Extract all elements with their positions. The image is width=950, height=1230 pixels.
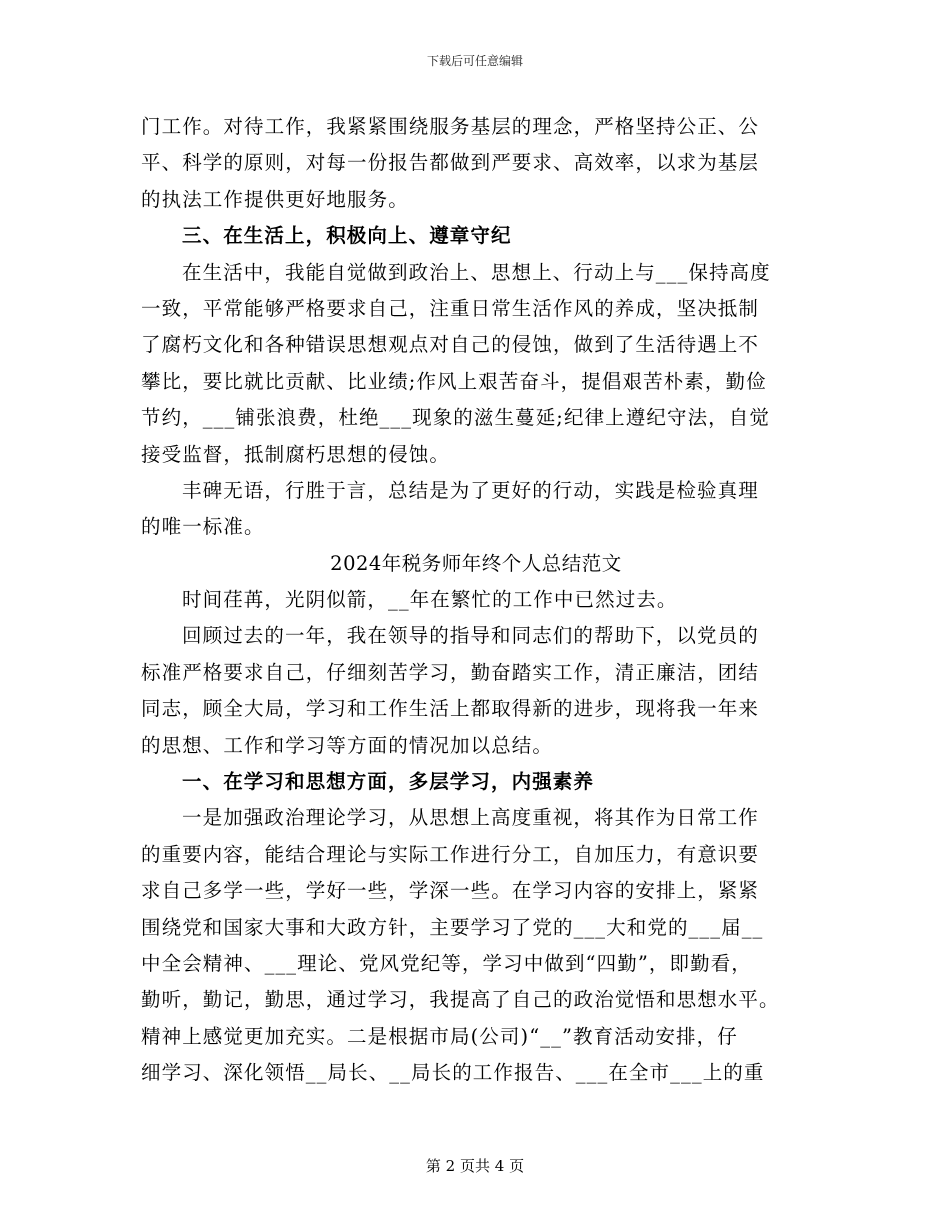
body-line: 门工作。对待工作，我紧紧围绕服务基层的理念，严格坚持公正、公 bbox=[141, 115, 760, 138]
section-heading: 一、在学习和思想方面，多层学习，内强素养 bbox=[182, 770, 595, 794]
body-line: 平、科学的原则，对每一份报告都做到严要求、高效率，以求为基层 bbox=[141, 151, 760, 175]
body-line: 了腐朽文化和各种错误思想观点对自己的侵蚀，做到了生活待遇上不 bbox=[141, 333, 760, 357]
page-footer: 第 2 页共 4 页 bbox=[425, 1157, 525, 1175]
document-body bbox=[141, 109, 811, 1092]
body-line: 时间荏苒，光阴似箭，__年在繁忙的工作中已然过去。 bbox=[182, 588, 678, 612]
document-title: 2024年税务师年终个人总结范文 bbox=[330, 551, 622, 575]
body-line: 的执法工作提供更好地服务。 bbox=[141, 187, 409, 211]
body-line: 在生活中，我能自觉做到政治上、思想上、行动上与___保持高度 bbox=[182, 260, 771, 284]
body-line: 标准严格要求自己，仔细刻苦学习，勤奋踏实工作，清正廉洁，团结 bbox=[141, 660, 760, 684]
body-line: 求自己多学一些，学好一些，学深一些。在学习内容的安排上，紧紧 bbox=[141, 879, 760, 903]
body-line: 丰碑无语，行胜于言，总结是为了更好的行动，实践是检验真理 bbox=[182, 478, 759, 502]
page-header: 下载后可任意编辑 bbox=[426, 54, 523, 68]
body-line: 中全会精神、___理论、党风党纪等，学习中做到“四勤”，即勤看， bbox=[141, 951, 752, 975]
body-line: 细学习、深化领悟__局长、__局长的工作报告、___在全市___上的重 bbox=[141, 1061, 765, 1085]
section-heading: 三、在生活上，积极向上、遵章守纪 bbox=[182, 224, 512, 248]
body-line: 攀比，要比就比贡献、比业绩;作风上艰苦奋斗，提倡艰苦朴素，勤俭 bbox=[141, 369, 767, 393]
body-line: 回顾过去的一年，我在领导的指导和同志们的帮助下，以党员的 bbox=[182, 624, 759, 648]
body-line: 一致，平常能够严格要求自己，注重日常生活作风的养成，坚决抵制 bbox=[141, 296, 760, 320]
body-line: 围绕党和国家大事和大政方针，主要学习了党的___大和党的___届__ bbox=[141, 915, 764, 939]
body-line: 勤听，勤记，勤思，通过学习，我提高了自己的政治觉悟和思想水平。 bbox=[141, 988, 780, 1012]
body-line: 的重要内容，能结合理论与实际工作进行分工，自加压力，有意识要 bbox=[141, 842, 760, 866]
body-line: 的唯一标准。 bbox=[141, 515, 265, 539]
body-line: 一是加强政治理论学习，从思想上高度重视，将其作为日常工作 bbox=[182, 806, 759, 830]
body-line: 精神上感觉更加充实。二是根据市局(公司)“__”教育活动安排，仔 bbox=[141, 1024, 738, 1048]
body-line: 节约，___铺张浪费，杜绝___现象的滋生蔓延;纪律上遵纪守法，自觉 bbox=[141, 406, 770, 430]
body-line: 同志，顾全大局，学习和工作生活上都取得新的进步，现将我一年来 bbox=[141, 697, 760, 721]
body-line: 接受监督，抵制腐朽思想的侵蚀。 bbox=[141, 442, 451, 466]
body-line: 的思想、工作和学习等方面的情况加以总结。 bbox=[141, 733, 554, 757]
